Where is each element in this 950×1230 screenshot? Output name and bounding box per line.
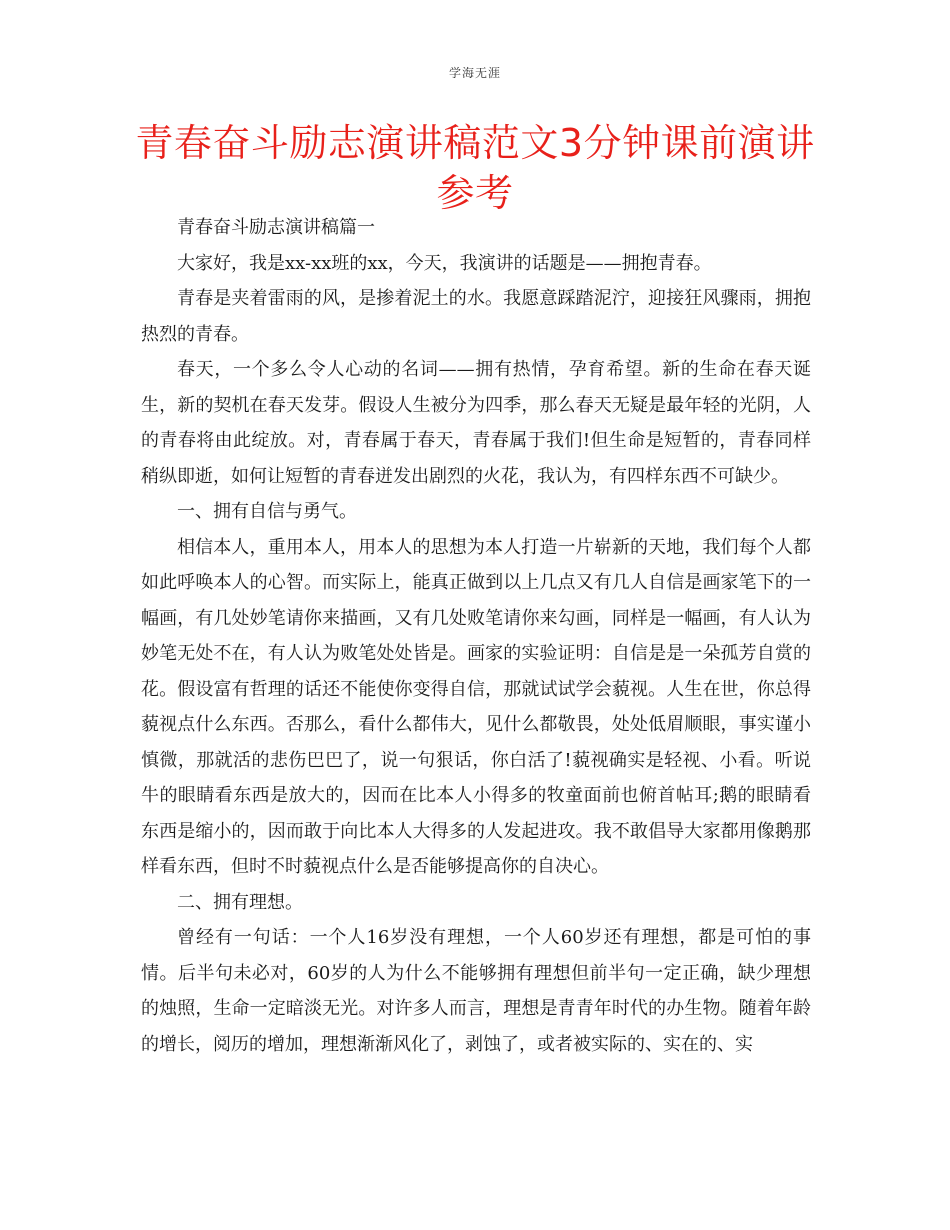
paragraph-heading: 二、拥有理想。 <box>177 891 303 913</box>
paragraph: 曾经有一句话：一个人16岁没有理想，一个人60岁还有理想，都是可怕的事情。后半句未必对，60岁的人为什么不能够拥有理想但前半句一定正确，缺少理想的烛照，生命一定暗淡无光。对许多人而言，理想是青青年时代的办生物。随着年龄的增长，阅历的增加，理想渐渐风化了，剥蚀了，或者被实际的、实在的、实 <box>141 927 811 1055</box>
paragraph: 大家好，我是xx-xx班的xx，今天，我演讲的话题是——拥抱青春。 <box>177 252 712 274</box>
paragraph-section-heading: 青春奋斗励志演讲稿篇一 <box>177 217 375 238</box>
document-title: 青春奋斗励志演讲稿范文3分钟课前演讲参考 <box>135 121 815 215</box>
paragraph: 春天，一个多么令人心动的名词——拥有热情，孕育希望。新的生命在春天诞生，新的契机在春天发芽。假设人生被分为四季，那么春天无疑是最年轻的光阴，人的青春将由此绽放。对，青春属于春天，青春属于我们!但生命是短暂的，青春同样稍纵即逝，如何让短暂的青春迸发出剧烈的火花，我认为，有四样东西不可缺少。 <box>141 359 811 487</box>
paragraph: 青春是夹着雷雨的风，是掺着泥土的水。我愿意踩踏泥泞，迎接狂风骤雨，拥抱热烈的青春。 <box>141 288 811 345</box>
document-body <box>141 210 811 1062</box>
page-header: 学海无涯 <box>448 66 501 80</box>
paragraph: 相信本人，重用本人，用本人的思想为本人打造一片崭新的天地，我们每个人都如此呼唤本人的心智。而实际上，能真正做到以上几点又有几人自信是画家笔下的一幅画，有几处妙笔请你来描画，又有几处败笔请你来勾画，同样是一幅画，有人认为妙笔无处不在，有人认为败笔处处皆是。画家的实验证明：自信是是一朵孤芳自赏的花。假设富有哲理的话还不能使你变得自信，那就试试学会藐视。人生在世，你总得藐视点什么东西。否那么，看什么都伟大，见什么都敬畏，处处低眉顺眼，事实谨小慎微，那就活的悲伤巴巴了，说一句狠话，你白活了!藐视确实是轻视、小看。听说牛的眼睛看东西是放大的，因而在比本人小得多的牧童面前也俯首帖耳;鹅的眼睛看东西是缩小的，因而敢于向比本人大得多的人发起进攻。我不敢倡导大家都用像鹅那样看东西，但时不时藐视点什么是否能够提高你的自决心。 <box>141 536 811 877</box>
paragraph-heading: 一、拥有自信与勇气。 <box>177 501 357 522</box>
